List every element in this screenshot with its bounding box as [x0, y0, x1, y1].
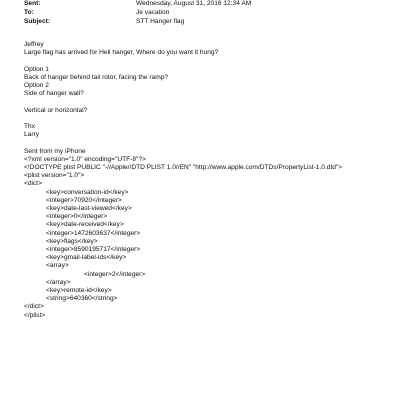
sent-from: Sent from my iPhone	[24, 147, 86, 155]
sent-value: Wednesday, August 31, 2016 12:34 AM	[136, 0, 252, 7]
message-line: Large flag has arrived for Heli hanger, Where do you want it hung?	[24, 49, 219, 57]
plist-close: </plist>	[24, 311, 46, 319]
thanks: Thx	[24, 122, 35, 130]
subject-label: Subject:	[24, 18, 51, 25]
option-1-text: Back of hanger behind tail rotor, facing the ramp?	[24, 73, 169, 81]
plist-line: <key>conversation-id</key>	[46, 188, 129, 196]
plist-xml-declaration: <?xml version="1.0" encoding="UTF-8"?>	[24, 155, 146, 163]
message-body	[24, 41, 394, 320]
dict-open: <dict>	[24, 180, 42, 188]
plist-line: <string>640360</string>	[46, 295, 118, 303]
dict-close: </dict>	[24, 303, 44, 311]
plist-line: <integer>70920</integer>	[46, 196, 122, 204]
plist-line: <integer>1472603637</integer>	[46, 229, 141, 237]
plist-line: <integer>0</integer>	[46, 213, 108, 221]
question: Vertical or horizontal?	[24, 106, 88, 114]
greeting: Jeffrey	[24, 41, 44, 48]
plist-line: <integer>2</integer>	[84, 270, 146, 278]
option-2-label: Option 2	[24, 82, 49, 89]
plist-line: <key>date-received</key>	[46, 221, 124, 229]
plist-doctype: <!DOCTYPE plist PUBLIC "-//Apple//DTD PLIST 1.0//EN" "http://www.apple.com/DTDs/PropertyList-1.0.dtd">	[24, 163, 343, 171]
option-1-label: Option 1	[24, 65, 49, 73]
option-2-text: Side of hanger wall?	[24, 90, 84, 98]
to-label: To:	[24, 9, 34, 16]
plist-line: <integer>8590195717</integer>	[46, 246, 141, 254]
plist-line: <key>flags</key>	[46, 237, 98, 245]
plist-line: </array>	[46, 278, 71, 286]
plist-line: <array>	[46, 262, 69, 270]
subject-value: STT Hanger flag	[136, 18, 185, 25]
to-value: Je vacation	[136, 9, 170, 16]
plist-line: <key>remote-id</key>	[46, 287, 112, 295]
plist-line: <key>gmail-label-ids</key>	[46, 254, 127, 262]
plist-line: <key>date-last-viewed</key>	[46, 205, 132, 212]
plist-open: <plist version="1.0">	[24, 172, 85, 180]
sent-label: Sent:	[24, 0, 41, 7]
signature: Larry	[24, 131, 40, 139]
